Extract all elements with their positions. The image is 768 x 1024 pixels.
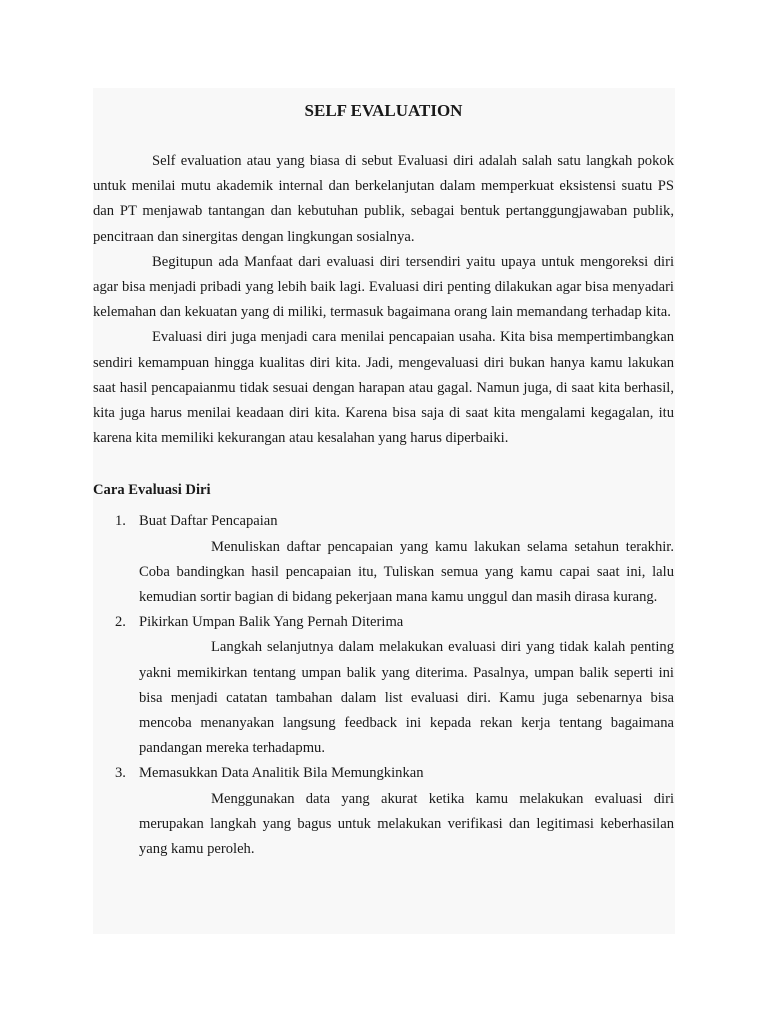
list-item-number: 1.: [115, 513, 126, 530]
list-item-title: Memasukkan Data Analitik Bila Memungkinkan: [139, 765, 424, 782]
intro-paragraph-1: Self evaluation atau yang biasa di sebut Evaluasi diri adalah salah satu langkah pokok untuk menilai mutu akademik internal dan berkelanjutan dalam memperkuat eksistensi suatu PS dan PT menjawab tantangan dan kebutuhan publik, sebagai bentuk pertanggungjawaban publik, pencitraan dan sinergitas dengan lingkungan sosialnya.: [93, 153, 674, 245]
section-spacer: [93, 451, 674, 477]
title-spacer: [93, 124, 674, 149]
intro-paragraph-3: Evaluasi diri juga menjadi cara menilai pencapaian usaha. Kita bisa mempertimbangkan sendiri kemampuan hingga kualitas diri kita. Jadi, mengevaluasi diri bukan hanya kamu lakukan saat hasil pencapaianmu tidak sesuai dengan harapan atau gagal. Namun juga, di saat kita berhasil, kita juga harus menilai keadaan diri kita. Karena bisa saja di saat kita mengalami kegagalan, itu karena kita memiliki kekurangan atau kesalahan yang harus diperbaiki.: [93, 329, 674, 447]
list-item: [93, 761, 674, 862]
document-title: SELF EVALUATION: [304, 101, 463, 120]
list-item: [93, 509, 674, 610]
list-item-title: Pikirkan Umpan Balik Yang Pernah Diterima: [139, 614, 404, 631]
list-item-body: Menggunakan data yang akurat ketika kamu melakukan evaluasi diri merupakan langkah yang bagus untuk melakukan verifikasi dan legitimasi keberhasilan yang kamu peroleh.: [139, 790, 674, 858]
list-item: [93, 610, 674, 761]
document-content: [93, 98, 674, 862]
list-item-body: Menuliskan daftar pencapaian yang kamu lakukan selama setahun terakhir. Coba bandingkan hasil pencapaian itu, Tuliskan semua yang kamu capai saat ini, lalu kemudian sortir bagian di bidang pekerjaan mana kamu unggul dan masih dirasa kurang.: [139, 538, 674, 606]
section-heading: Cara Evaluasi Diri: [93, 482, 211, 499]
list-item-number: 3.: [115, 765, 126, 782]
list-item-number: 2.: [115, 614, 126, 631]
intro-paragraph-2: Begitupun ada Manfaat dari evaluasi diri tersendiri yaitu upaya untuk mengoreksi diri agar bisa menjadi pribadi yang lebih baik lagi. Evaluasi diri penting dilakukan agar bisa menyadari kelemahan dan kekuatan yang di miliki, termasuk bagaimana orang lain memandang terhadap kita.: [93, 253, 674, 321]
steps-list: [93, 509, 674, 862]
list-item-title: Buat Daftar Pencapaian: [139, 513, 278, 530]
list-item-body: Langkah selanjutnya dalam melakukan evaluasi diri yang tidak kalah penting yakni memikirkan tentang umpan balik yang diterima. Pasalnya, umpan balik seperti ini bisa menjadi catatan tambahan dalam list evaluasi diri. Kamu juga sebenarnya bisa mencoba menanyakan langsung feedback ini kepada rekan kerja tentang bagaimana pandangan mereka terhadapmu.: [139, 639, 674, 757]
